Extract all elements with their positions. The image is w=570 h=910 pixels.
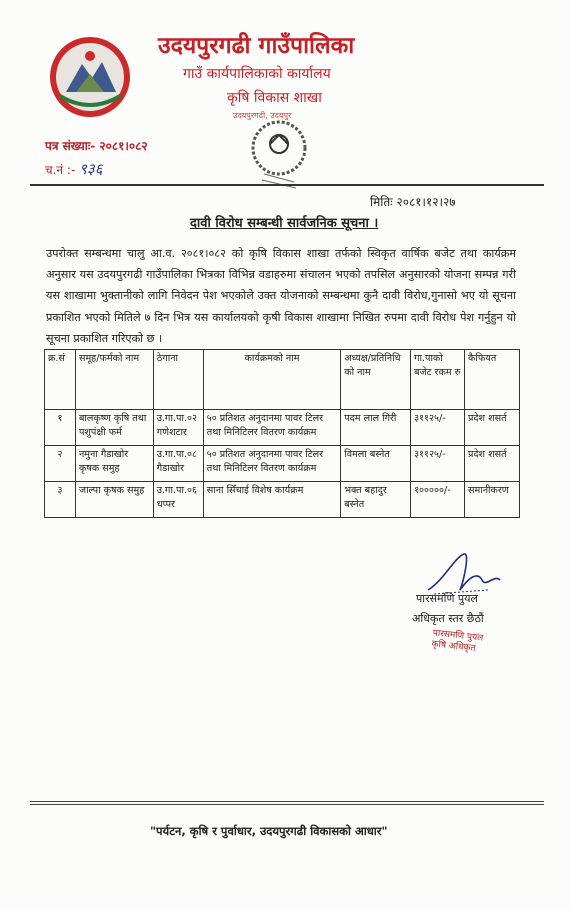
letter-number-label: पत्र संख्याः- (45, 139, 96, 153)
table-cell: भक्त बहादुर बस्नेत (341, 482, 411, 518)
table-cell: उ.गा.पा.०२ गणेशटार (153, 410, 203, 446)
notice-body: उपरोक्त सम्बन्धमा चालु आ.व. २०८१।०८२ को कृषि विकास शाखा तर्फको स्विकृत वार्षिक बजेट तथा कार्यक्रम अनुसार यस उदयपुरगढी गाउँपालिका भित्रका विभिन्न वडाहरुमा संचालन भएको तपसिल अनुसारको योजना सम्पन्न गरी यस शाखामा भुक्तानीको लागि निवेदन पेश भएकोले उक्त योजनाको सम्बन्धमा कुनै दावी विरोध,गुनासो भए यो सूचना प्रकाशित भएको मितिले ७ दिन भित्र यस कार्यालयको कृषी विकास शाखामा निखित रुपमा दावी विरोध पेश गर्नुहुन यो सूचना प्रकाशित गरिएको छ । (46, 247, 516, 345)
table-cell: २ (45, 446, 76, 482)
signatory-name: पारसमणि पुयल (416, 592, 478, 605)
table-row (45, 410, 520, 446)
table-cell: जाल्पा कृषक समुह (75, 482, 153, 518)
notice-title: दावी विरोध सम्बन्धी सार्वजनिक सूचना । (190, 216, 379, 231)
table-cell: १ (45, 410, 76, 446)
table-header-row (45, 350, 520, 410)
stamp-address: उदयपुरगढी, उदयपुर (233, 111, 292, 120)
table-cell: उ.गा.पा.०८ गैडाखोर (153, 446, 203, 482)
table-cell: पदम लाल गिरी (341, 410, 411, 446)
header-divider (30, 184, 544, 186)
column-header: कैफियत (465, 350, 520, 410)
stamp-title: कृषि अधिकृत (431, 639, 476, 654)
dispatch-number (45, 159, 103, 179)
table-cell: ३११२५/- (411, 446, 465, 482)
table-cell: १०००००/- (411, 482, 465, 518)
column-header: क्र.सं (45, 350, 76, 410)
table-cell: ३ (45, 482, 76, 518)
nepal-emblem-logo-icon (46, 34, 134, 120)
table-cell: नमुना गैडाखोर कृषक समुह (75, 446, 153, 482)
office-seal-icon (248, 118, 310, 194)
footer-slogan: "पर्यटन, कृषि र पुर्वाधार, उदयपुरगढी विकासको आधार" (150, 824, 388, 838)
office-name: गाउँ कार्यपालिकाको कार्यालय (183, 66, 331, 82)
dispatch-number-value: ९३६ (79, 160, 103, 178)
table-cell: प्रदेश शसर्त (465, 446, 520, 482)
footer-divider-bottom (30, 804, 544, 805)
stamp-name: पारसमणि पुयल (432, 628, 484, 644)
letter-number-value: २०८१।०८२ (99, 139, 148, 153)
letter-number (45, 137, 148, 154)
signatory-title: अधिकृत स्तर छैठौं (412, 612, 484, 625)
table-cell: विमला बस्नेत (341, 446, 411, 482)
column-header: ठेगाना (153, 350, 203, 410)
table-cell: समानीकरण (465, 482, 520, 518)
footer-divider-top (30, 801, 544, 802)
table-cell: प्रदेश शसर्त (465, 410, 520, 446)
table-cell: उ.गा.पा.०६ धप्पर (153, 482, 203, 518)
table-row (45, 446, 520, 482)
org-title: उदयपुरगढी गाउँपालिका (158, 33, 355, 59)
project-table (44, 349, 520, 518)
signatory-stamp (431, 628, 484, 655)
notice-date: मितिः २०८१।१२।२७ (370, 195, 456, 209)
table-cell: बालकृष्ण कृषि तथा पशुपंक्षी फर्म (75, 410, 153, 446)
branch-name: कृषि विकास शाखा (227, 90, 322, 106)
dispatch-number-label: च.नं :- (45, 163, 76, 177)
table-cell: ३११२५/- (411, 410, 465, 446)
table-cell: ५० प्रतिशत अनुदानमा पावर टिलर तथा मिनिटिलर वितरण कार्यक्रम (203, 446, 341, 482)
column-header: अध्यक्ष/प्रतिनिधि को नाम (341, 350, 411, 410)
column-header: कार्यक्रमको नाम (203, 350, 341, 410)
table-cell: साना सिँचाई विशेष कार्यक्रम (203, 482, 341, 518)
table-row (45, 482, 520, 518)
column-header: गा.पाको बजेट रकम रु (411, 350, 465, 410)
column-header: समूह/फर्मको नाम (75, 350, 153, 410)
table-cell: ५० प्रतिशत अनुदानमा पावर टिलर तथा मिनिटिलर वितरण कार्यक्रम (203, 410, 341, 446)
